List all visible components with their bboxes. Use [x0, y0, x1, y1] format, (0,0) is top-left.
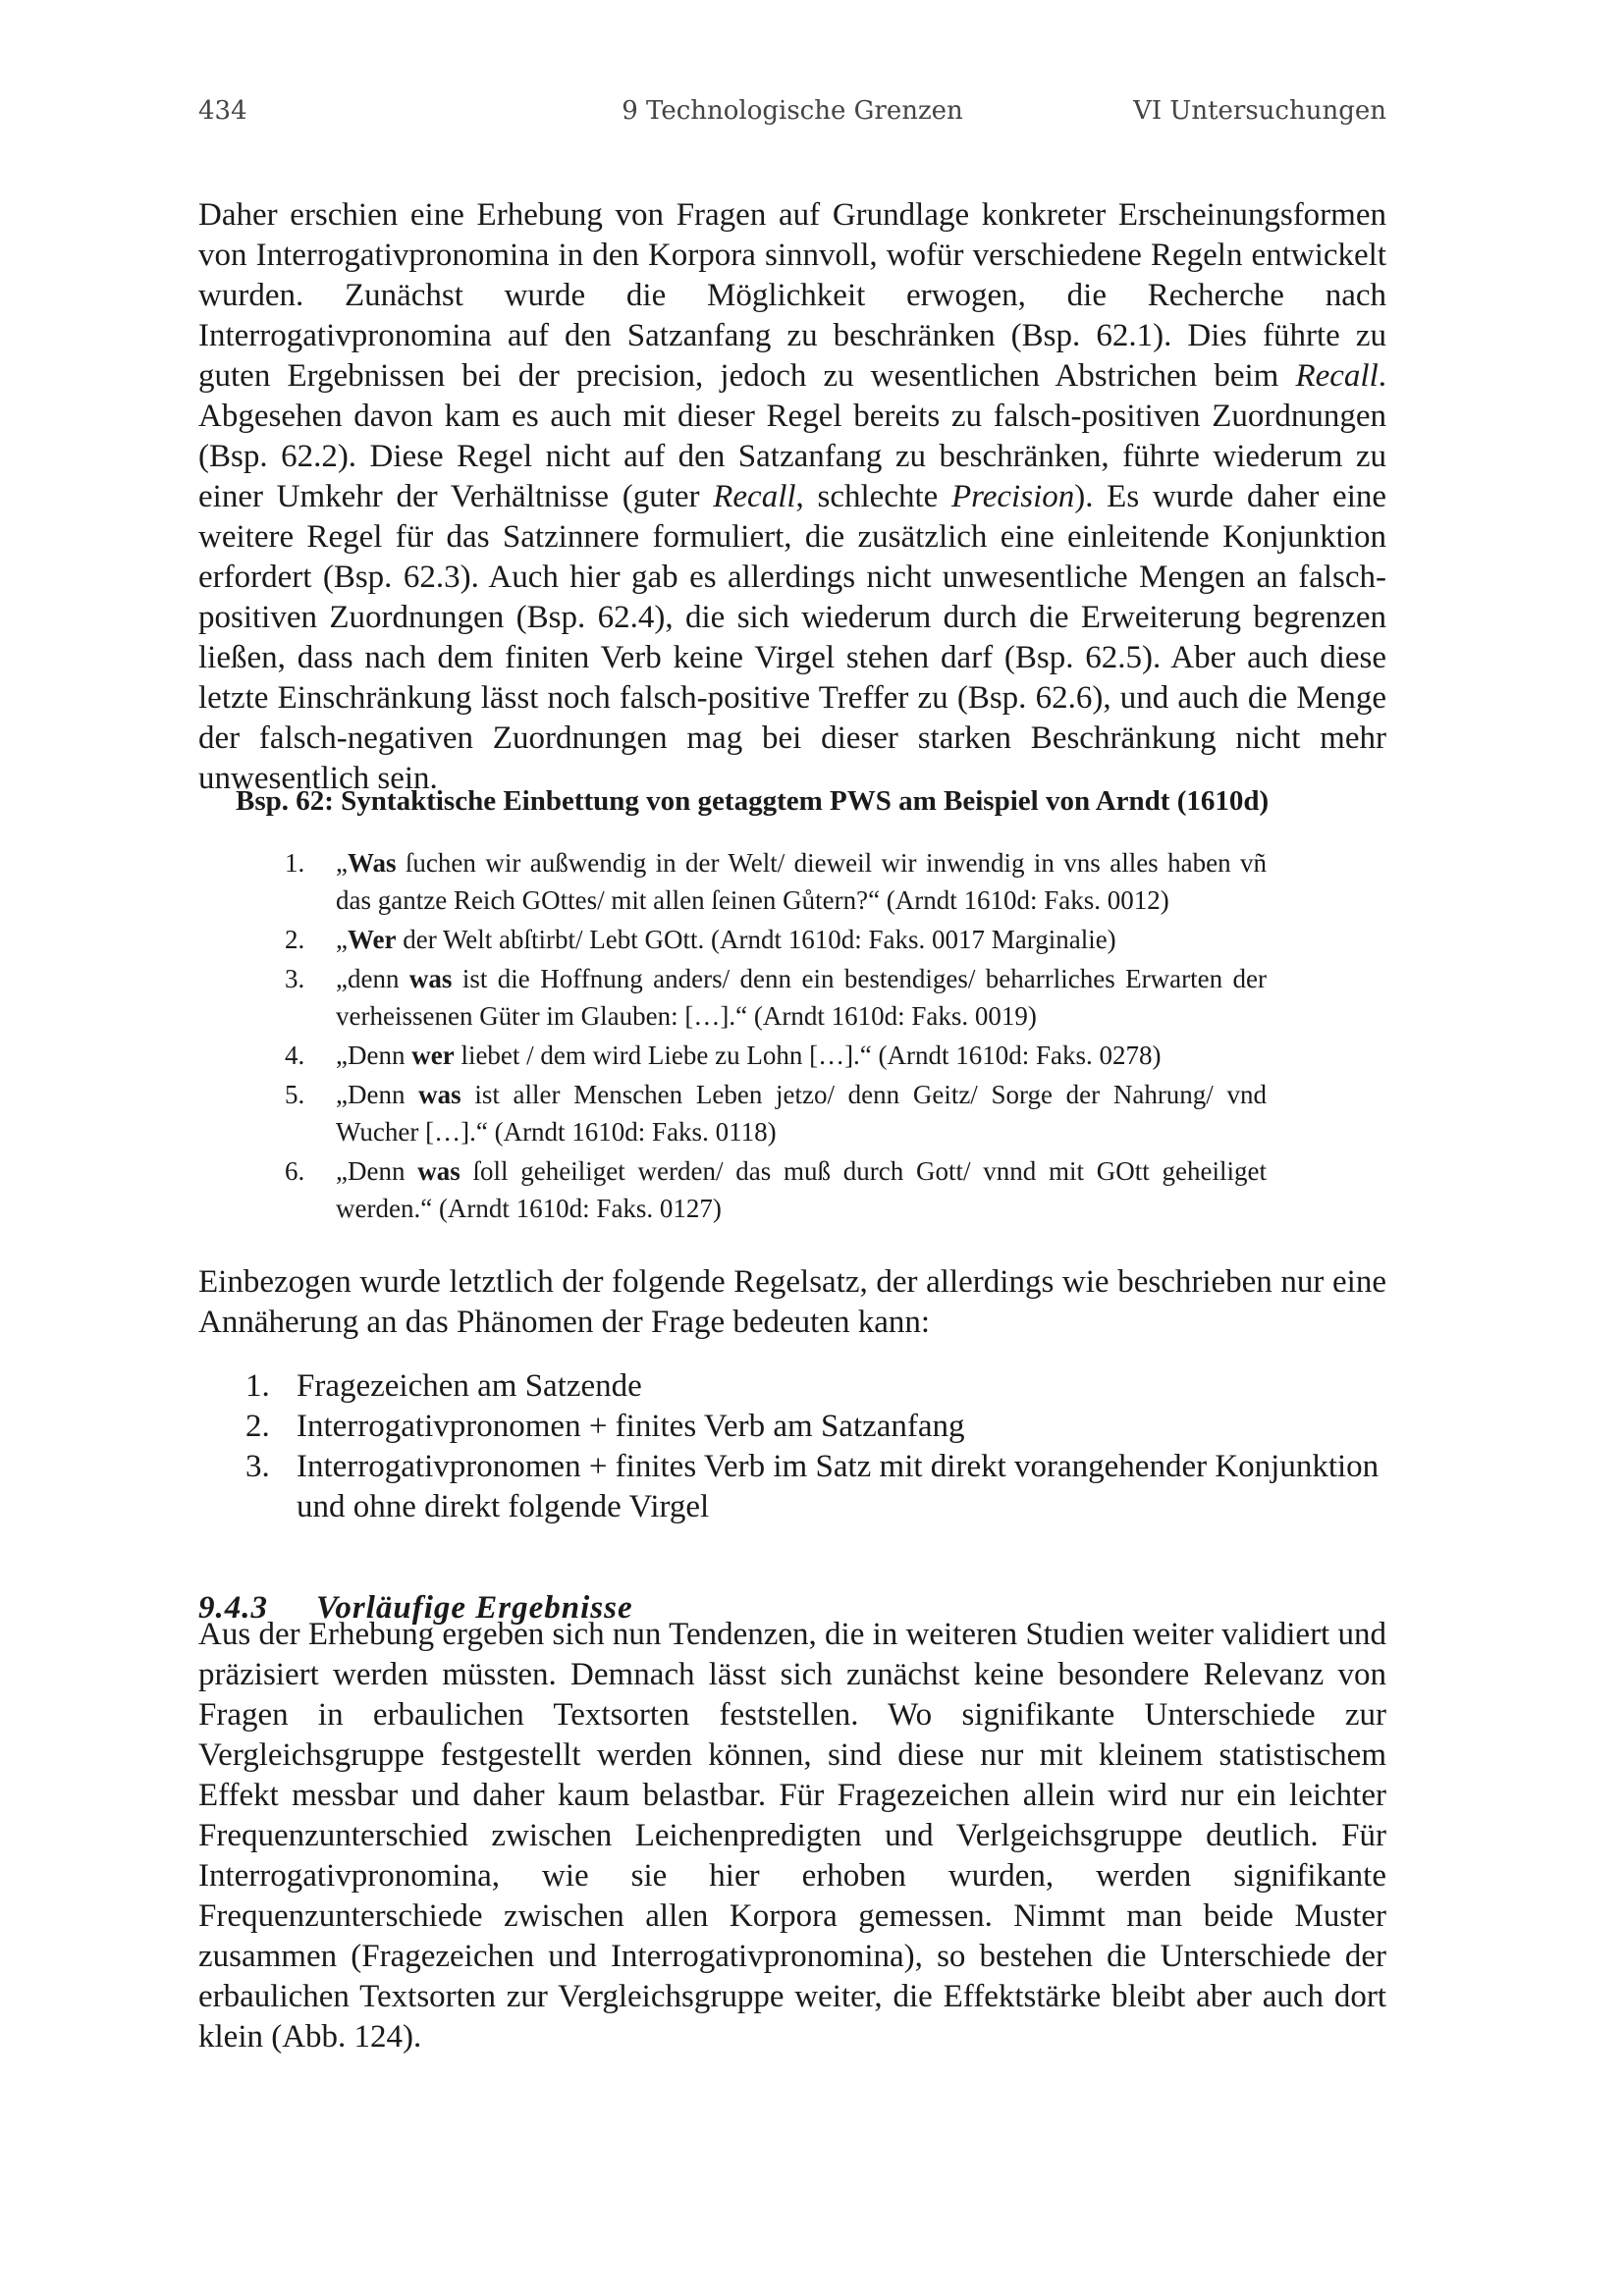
example-item: 3. „denn was ist die Hoffnung anders/ denn ein bestendiges/ beharrliches Erwarten der verheissenen Güter im Glauben: […].“ (Arndt 1610d: Faks. 0019) [285, 960, 1267, 1035]
term-recall: Recall [1295, 358, 1379, 394]
paragraph-intro: Daher erschien eine Erhebung von Fragen auf Grundlage konkreter Erscheinungsformen von Interrogativpronomina in den Korpora sinnvoll, wofür verschiedene Regeln entwickelt wurden. Zunächst wurde die Möglichkeit erwogen, die Recherche nach Interrogativpronomina auf den Satzanfang zu beschränken (Bsp. 62.1). Dies führte zu guten Ergebnissen bei der precision, jedoch zu wesentlichen Abstrichen beim Recall. Abgesehen davon kam es auch mit dieser Regel bereits zu falsch-positiven Zuordnungen (Bsp. 62.2). Diese Regel nicht auf den Satzanfang zu beschränken, führte wiederum zu einer Umkehr der Verhältnisse (guter Recall, schlechte Precision). Es wurde daher eine weitere Regel für das Satzinnere formuliert, die zusätzlich eine einleitende Konjunktion erfordert (Bsp. 62.3). Auch hier gab es allerdings nicht unwesentliche Mengen an falsch-positiven Zuordnungen (Bsp. 62.4), die sich wiederum durch die Erweiterung begrenzen ließen, dass nach dem finiten Verb keine Virgel stehen darf (Bsp. 62.5). Aber auch diese letzte Einschränkung lässt noch falsch-positive Treffer zu (Bsp. 62.6), und auch die Menge der falsch-negativen Zuordnungen mag bei dieser starken Beschränkung nicht mehr unwesentlich sein. [198, 197, 1387, 796]
list-number: 6. [285, 1156, 305, 1186]
list-number: 5. [285, 1080, 305, 1109]
rule-item: 3. Interrogativpronomen + finites Verb im Satz mit direkt vorangehender Konjunktion und ohne direkt folgende Virgel [245, 1449, 1380, 1524]
rule-item: 1. Fragezeichen am Satzende [245, 1366, 1384, 1407]
example-item: 4. „Denn wer liebet / dem wird Liebe zu Lohn […].“ (Arndt 1610d: Faks. 0278) [285, 1037, 1267, 1074]
list-number: 1. [285, 848, 305, 878]
paragraph-ruleset: Einbezogen wurde letztlich der folgende Regelsatz, der allerdings wie beschrieben nur eine Annäherung an das Phänomen der Frage bedeuten kann: [198, 1264, 1386, 1340]
example-item: 5. „Denn was ist aller Menschen Leben jetzo/ denn Geitz/ Sorge der Nahrung/ vnd Wucher […].“ (Arndt 1610d: Faks. 0118) [285, 1076, 1267, 1150]
list-number: 4. [285, 1041, 305, 1070]
example-list [285, 844, 1267, 1229]
list-number: 2. [245, 1409, 270, 1444]
rule-list [245, 1366, 1384, 1527]
list-number: 3. [285, 964, 305, 993]
running-head [198, 96, 1386, 132]
list-number: 3. [245, 1449, 270, 1484]
paragraph-results: Aus der Erhebung ergeben sich nun Tendenzen, die in weiteren Studien weiter validiert und präzisiert werden müssten. Demnach lässt sich zunächst keine besondere Relevanz von Fragen in erbaulichen Textsorten feststellen. Wo signifikante Unterschiede zur Vergleichsgruppe festgestellt werden können, sind diese nur mit kleinem statistischem Effekt messbar und daher kaum belastbar. Für Fragezeichen allein wird nur ein leichter Frequenzunterschied zwischen Leichenpredigten und Verlgeichsgruppe deutlich. Für Interrogativpronomina, wie sie hier erhoben wurden, werden signifikante Frequenzunterschiede zwischen allen Korpora gemessen. Nimmt man beide Muster zusammen (Fragezeichen und Interrogativpronomina), so bestehen die Unterschiede der erbaulichen Textsorten zur Vergleichsgruppe weiter, die Effektstärke bleibt aber auch dort klein (Abb. 124). [198, 1617, 1386, 2055]
page-number: 434 [198, 96, 247, 126]
term-precision: Precision [950, 479, 1075, 514]
rule-item: 2. Interrogativpronomen + finites Verb am Satzanfang [245, 1407, 1384, 1447]
part-title: VI Untersuchungen [1133, 96, 1386, 126]
chapter-title: 9 Technologische Grenzen [622, 96, 963, 126]
section-title: Vorläufige Ergebnisse [316, 1590, 633, 1626]
section-number: 9.4.3 [198, 1590, 268, 1626]
example-item: 6. „Denn was ſoll geheiliget werden/ das muß durch Gott/ vnnd mit GOtt geheiliget werden.“ (Arndt 1610d: Faks. 0127) [285, 1152, 1267, 1227]
example-item: 1. „Was ſuchen wir außwendig in der Welt/ dieweil wir inwendig in vns alles haben vñ das gantze Reich GOttes/ mit allen ſeinen Gůtern?“ (Arndt 1610d: Faks. 0012) [285, 844, 1267, 919]
list-number: 1. [245, 1368, 270, 1404]
example-item: 2. „Wer der Welt abſtirbt/ Lebt GOtt. (Arndt 1610d: Faks. 0017 Marginalie) [285, 921, 1267, 958]
example-caption: Bsp. 62: Syntaktische Einbettung von getaggtem PWS am Beispiel von Arndt (1610d) [236, 785, 1270, 817]
term-recall: Recall [713, 479, 796, 514]
list-number: 2. [285, 925, 305, 954]
